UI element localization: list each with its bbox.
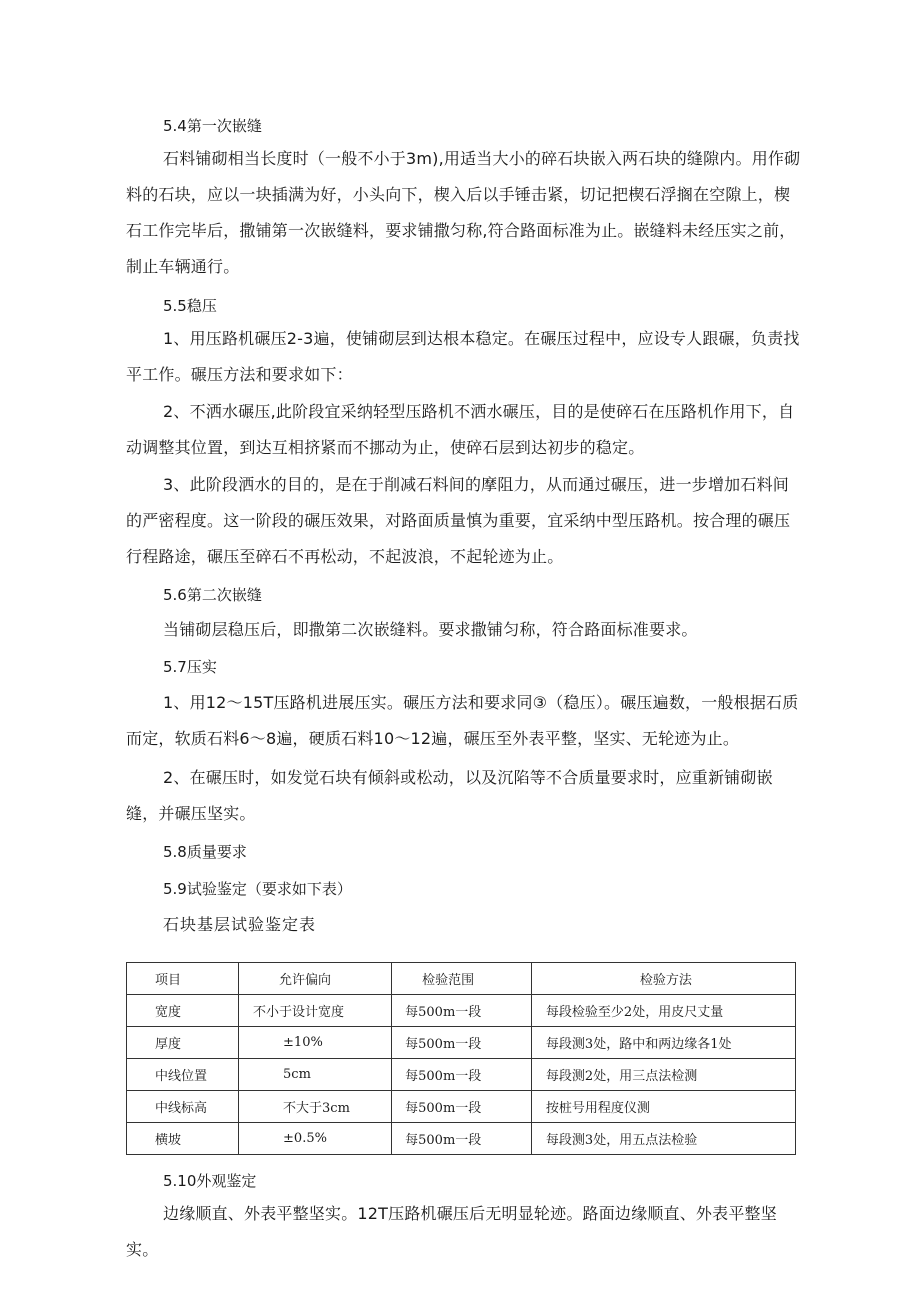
paragraph-text: 2、在碾压时，如发觉石块有倾斜或松动，以及沉陷等不合质量要求时，应重新铺砌嵌缝，并碾压坚实。 xyxy=(126,768,773,823)
inspection-table xyxy=(126,962,796,1155)
section-title-5-4: 5.4第一次嵌缝 xyxy=(163,117,262,135)
table-cell: 按桩号用程度仪测 xyxy=(531,1091,795,1123)
section-title-5-5: 5.5稳压 xyxy=(163,297,217,315)
table-cell: 每500m一段 xyxy=(392,995,532,1027)
paragraph-text: 1、用12〜15T压路机进展压实。碾压方法和要求同③（稳压）。碾压遍数，一般根据石质而定，软质石料6〜8遍，硬质石料10〜12遍，碾压至外表平整，坚实、无轮迹为止。 xyxy=(126,693,799,748)
table-header-cell: 检验范围 xyxy=(392,963,532,995)
table-cell: 每段测3处，路中和两边缘各1处 xyxy=(531,1027,795,1059)
paragraph-5-4 xyxy=(126,141,802,285)
table-cell: 厚度 xyxy=(127,1027,239,1059)
paragraph-5-7-1 xyxy=(126,685,802,757)
table-cell: 不小于设计宽度 xyxy=(239,995,392,1027)
table-row xyxy=(127,1091,796,1123)
table-cell: 宽度 xyxy=(127,995,239,1027)
section-title-5-6: 5.6第二次嵌缝 xyxy=(163,586,262,604)
paragraph-5-6 xyxy=(126,612,802,648)
table-cell: 每段测2处，用三点法检测 xyxy=(531,1059,795,1091)
paragraph-text: 2、不洒水碾压,此阶段宜采纳轻型压路机不洒水碾压，目的是使碎石在压路机作用下，自动调整其位置，到达互相挤紧而不挪动为止，使碎石层到达初步的稳定。 xyxy=(126,402,795,457)
table-cell: 每段检验至少2处，用皮尺丈量 xyxy=(531,995,795,1027)
table-row xyxy=(127,1059,796,1091)
paragraph-text: 当铺砌层稳压后，即撒第二次嵌缝料。要求撒铺匀称，符合路面标准要求。 xyxy=(163,620,698,639)
section-title-5-7: 5.7压实 xyxy=(163,658,217,676)
table-cell: 中线标高 xyxy=(127,1091,239,1123)
table-cell: ±0.5% xyxy=(239,1123,392,1155)
table-header-cell: 允许偏向 xyxy=(239,963,392,995)
table-cell: 横坡 xyxy=(127,1123,239,1155)
paragraph-text: 边缘顺直、外表平整坚实。12T压路机碾压后无明显轮迹。路面边缘顺直、外表平整坚实。 xyxy=(126,1204,777,1259)
table-row xyxy=(127,1123,796,1155)
paragraph-5-7-2 xyxy=(126,760,802,832)
paragraph-text: 3、此阶段洒水的目的，是在于削减石料间的摩阻力，从而通过碾压，进一步增加石料间的严密程度。这一阶段的碾压效果，对路面质量慎为重要，宜采纳中型压路机。按合理的碾压行程路途，碾压至碎石不再松动，不起波浪，不起轮迹为止。 xyxy=(126,475,791,566)
table-cell: ±10% xyxy=(239,1027,392,1059)
table-cell: 每段测3处，用五点法检验 xyxy=(531,1123,795,1155)
paragraph-5-10 xyxy=(126,1196,802,1268)
table-cell: 中线位置 xyxy=(127,1059,239,1091)
table-cell: 每500m一段 xyxy=(392,1027,532,1059)
table-header-cell: 检验方法 xyxy=(531,963,795,995)
section-title-5-10: 5.10外观鉴定 xyxy=(163,1172,257,1190)
paragraph-text: 石料铺砌相当长度时（一般不小于3m),用适当大小的碎石块嵌入两石块的缝隙内。用作砌料的石块，应以一块插满为好，小头向下，楔入后以手锤击紧，切记把楔石浮搁在空隙上，楔石工作完毕后，撒铺第一次嵌缝料，要求铺撒匀称,符合路面标准为止。嵌缝料未经压实之前，制止车辆通行。 xyxy=(126,149,801,276)
table-row xyxy=(127,995,796,1027)
table-header-cell: 项目 xyxy=(127,963,239,995)
table-cell: 每500m一段 xyxy=(392,1123,532,1155)
table-caption: 石块基层试验鉴定表 xyxy=(163,915,317,934)
paragraph-5-5-3 xyxy=(126,467,802,575)
paragraph-5-5-1 xyxy=(126,321,802,393)
table-cell: 5cm xyxy=(239,1059,392,1091)
table-cell: 每500m一段 xyxy=(392,1059,532,1091)
section-title-5-9: 5.9试验鉴定（要求如下表） xyxy=(163,880,352,898)
paragraph-text: 1、用压路机碾压2-3遍，使铺砌层到达根本稳定。在碾压过程中，应设专人跟碾，负责找平工作。碾压方法和要求如下： xyxy=(126,329,800,384)
table-row xyxy=(127,1027,796,1059)
table-header-row xyxy=(127,963,796,995)
section-title-5-8: 5.8质量要求 xyxy=(163,843,247,861)
paragraph-5-5-2 xyxy=(126,394,802,466)
table-cell: 不大于3cm xyxy=(239,1091,392,1123)
table-cell: 每500m一段 xyxy=(392,1091,532,1123)
